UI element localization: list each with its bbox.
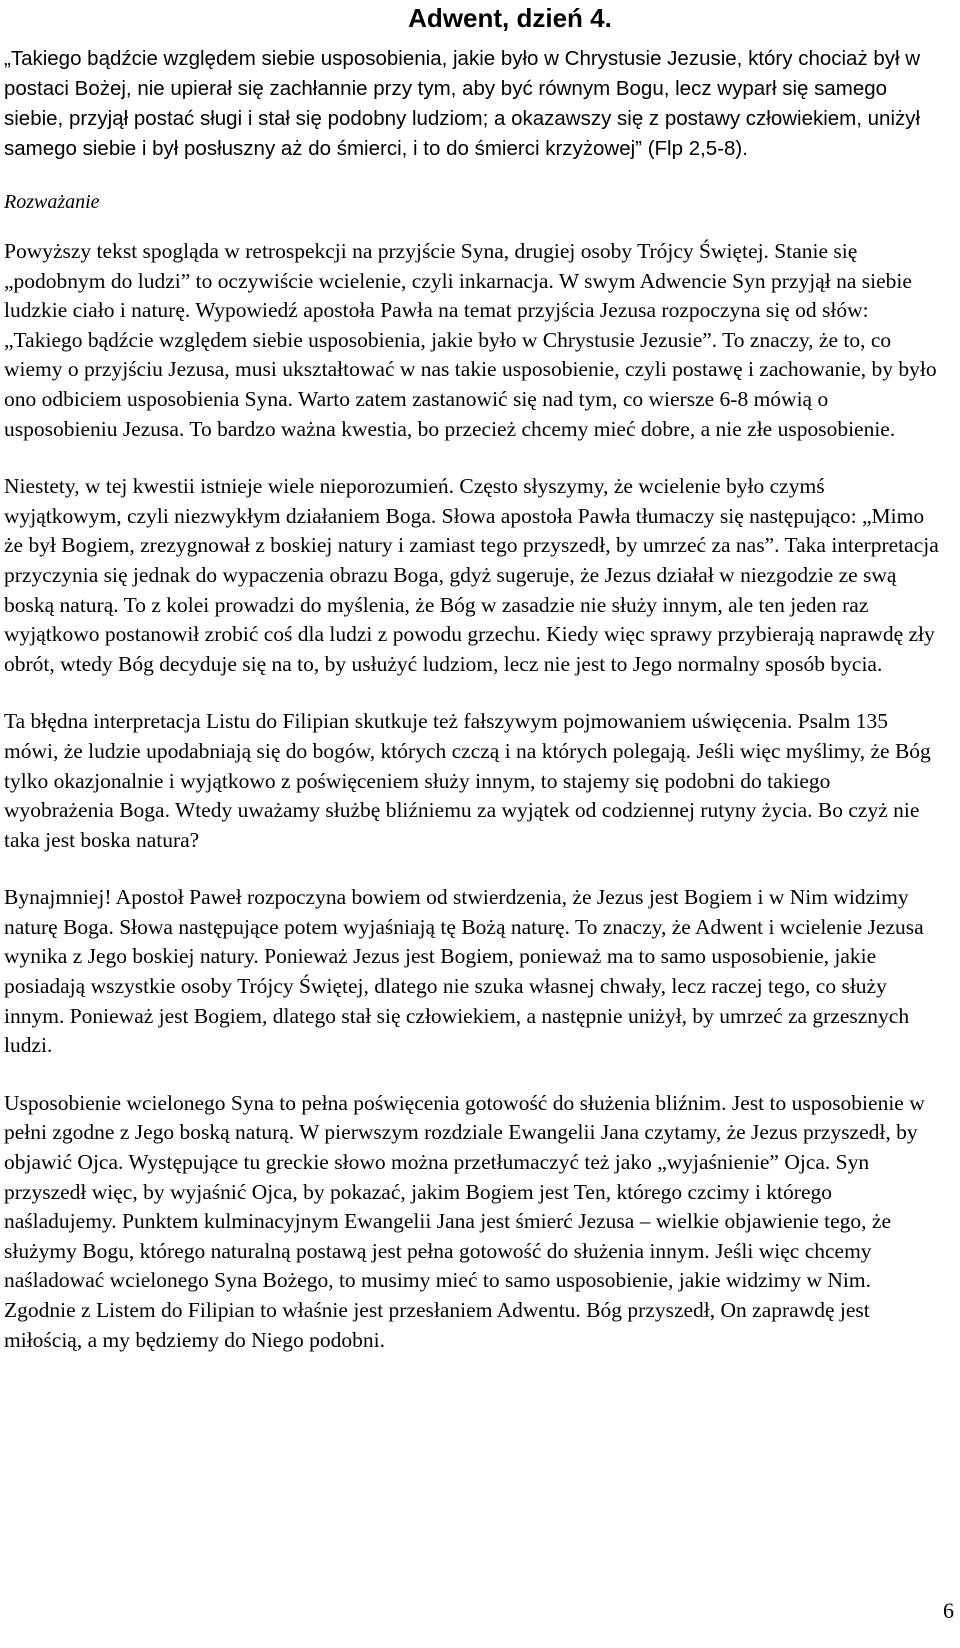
page-title: Adwent, dzień 4. — [408, 3, 612, 33]
section-heading: Rozważanie — [4, 191, 100, 213]
document-body — [4, 44, 944, 1355]
body-paragraph-3: Ta błędna interpretacja Listu do Filipian skutkuje też fałszywym pojmowaniem uświęcenia. Psalm 135 mówi, że ludzie upodabniają się do bogów, których czczą i na których polegają. Jeśli więc myślimy, że Bóg tylko okazjonalnie i wyjątkowo z poświęceniem służy innym, to stajemy się podobni do takiego wyobrażenia Boga. Wtedy uważamy służbę bliźniemu za wyjątek od codziennej rutyny życia. Bo czyż nie taka jest boska natura? — [4, 709, 931, 852]
body-paragraph-1: Powyższy tekst spogląda w retrospekcji na przyjście Syna, drugiej osoby Trójcy Świętej. Stanie się „podobnym do ludzi” to oczywiście wcielenie, czyli inkarnacja. W swym Adwencie Syn przyjął na siebie ludzkie ciało i naturę. Wypowiedź apostoła Pawła na temat przyjścia Jezusa rozpoczyna się od słów: „Takiego bądźcie względem siebie usposobienia, jakie było w Chrystusie Jezusie”. To znaczy, że to, co wiemy o przyjściu Jezusa, musi ukształtować w nas takie usposobienie, czyli postawę i zachowanie, by było ono odbiciem usposobienia Syna. Warto zatem zastanowić się nad tym, co wiersze 6-8 mówią o usposobieniu Jezusa. To bardzo ważna kwestia, bo przecież chcemy mieć dobre, a nie złe usposobienie. — [4, 239, 937, 441]
body-paragraph-5: Usposobienie wcielonego Syna to pełna poświęcenia gotowość do służenia bliźnim. Jest to usposobienie w pełni zgodne z Jego boską naturą. W pierwszym rozdziale Ewangelii Jana czytamy, że Jezus przyszedł, by objawić Ojca. Występujące tu greckie słowo można przetłumaczyć też jako „wyjaśnienie” Ojca. Syn przyszedł więc, by wyjaśnić Ojca, by pokazać, jakim Bogiem jest Ten, którego czcimy i którego naśladujemy. Punktem kulminacyjnym Ewangelii Jana jest śmierć Jezusa – wielkie objawienie tego, że służymy Bogu, którego naturalną postawą jest pełna gotowość do służenia innym. Jeśli więc chcemy naśladować wcielonego Syna Bożego, to musimy mieć to samo usposobienie, jakie widzimy w Nim. Zgodnie z Listem do Filipian to właśnie jest przesłaniem Adwentu. Bóg przyszedł, On zaprawdę jest miłością, a my będziemy do Niego podobni. — [4, 1090, 925, 1352]
body-paragraph-4: Bynajmniej! Apostoł Paweł rozpoczyna bowiem od stwierdzenia, że Jezus jest Bogiem i w Nim widzimy naturę Boga. Słowa następujące potem wyjaśniają tę Bożą naturę. To znaczy, że Adwent i wcielenie Jezusa wynika z Jego boskiej natury. Ponieważ Jezus jest Bogiem, ponieważ ma to samo usposobienie, jakie posiadają wszystkie osoby Trójcy Świętej, dlatego nie szuka własnej chwały, lecz raczej tego, co służy innym. Ponieważ jest Bogiem, dlatego stał się człowiekiem, a następnie uniżył, by umrzeć za grzesznych ludzi. — [4, 885, 924, 1058]
body-paragraph-2: Niestety, w tej kwestii istnieje wiele nieporozumień. Często słyszymy, że wcielenie było czymś wyjątkowym, czyli niezwykłym działaniem Boga. Słowa apostoła Pawła tłumaczy się następująco: „Mimo że był Bogiem, zrezygnował z boskiej natury i zamiast tego przyszedł, by umrzeć za nas”. Taka interpretacja przyczynia się jednak do wypaczenia obrazu Boga, gdyż sugeruje, że Jezus działał w niezgodzie ze swą boską naturą. To z kolei prowadzi do myślenia, że Bóg w zasadzie nie służy innym, ale ten jeden raz wyjątkowo postanowił zrobić coś dla ludzi z powodu grzechu. Kiedy więc sprawy przybierają naprawdę zły obrót, wtedy Bóg decyduje się na to, by usłużyć ludziom, lecz nie jest to Jego normalny sposób bycia. — [4, 474, 939, 676]
scripture-quote: „Takiego bądźcie względem siebie usposobienia, jakie było w Chrystusie Jezusie, który chociaż był w postaci Bożej, nie upierał się zachłannie przy tym, aby być równym Bogu, lecz wyparł się samego siebie, przyjął postać sługi i stał się podobny ludziom; a okazawszy się z postawy człowiekiem, uniżył samego siebie i był posłuszny aż do śmierci, i to do śmierci krzyżowej” (Flp 2,5-8). — [4, 47, 921, 160]
page-number: 6 — [943, 1598, 954, 1623]
